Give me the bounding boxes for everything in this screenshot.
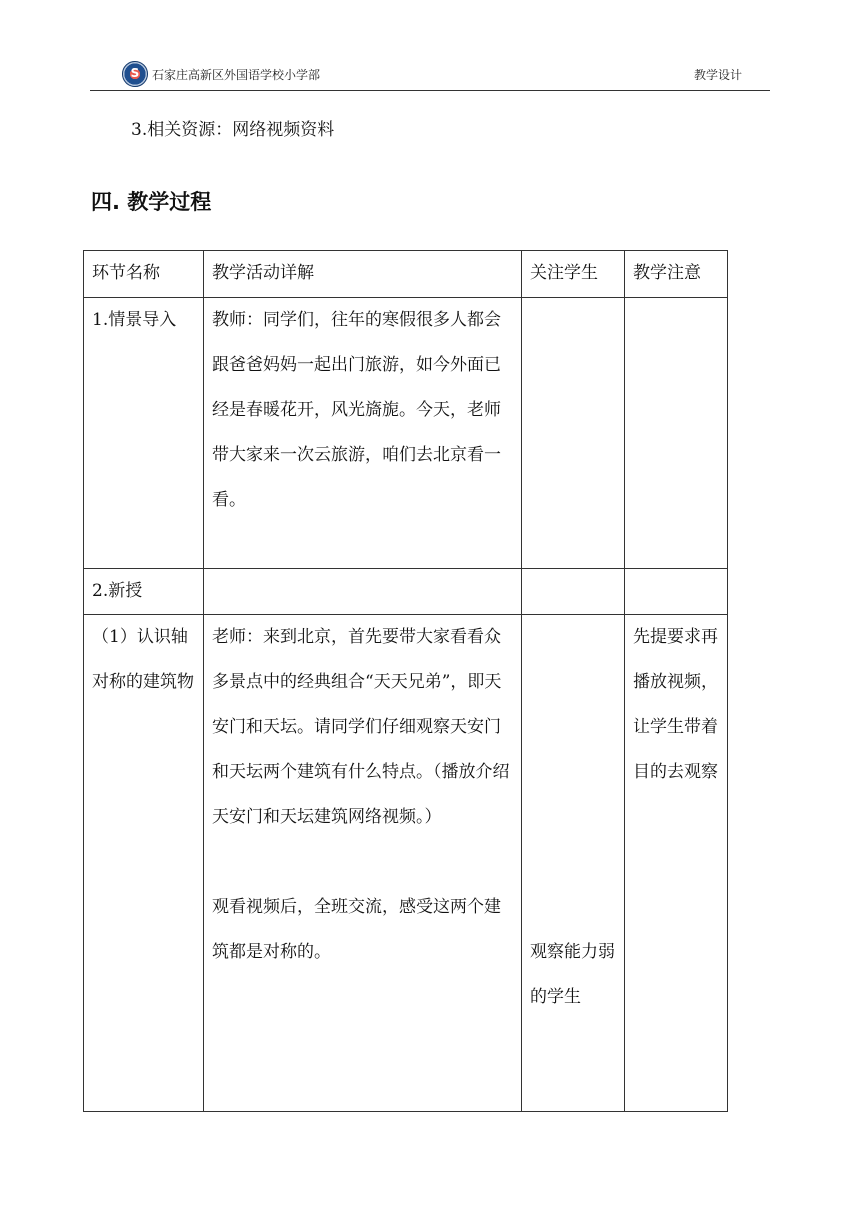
row-stage: （1）认识轴对称的建筑物 [84, 615, 204, 1112]
teaching-process-table [83, 250, 728, 1112]
table-header-row [84, 251, 728, 298]
table-row [84, 569, 728, 615]
row-activity: 教师：同学们，往年的寒假很多人都会跟爸爸妈妈一起出门旅游，如今外面已经是春暖花开，风光旖旎。今天，老师带大家来一次云旅游，咱们去北京看一看。 [204, 298, 522, 569]
row-note: 先提要求再播放视频，让学生带着目的去观察 [625, 615, 728, 1112]
header-stage: 环节名称 [84, 251, 204, 298]
row-focus [522, 569, 625, 615]
header-focus: 关注学生 [522, 251, 625, 298]
header-note: 教学注意 [625, 251, 728, 298]
school-name: 石家庄高新区外国语学校小学部 [152, 68, 321, 82]
activity-paragraph: 老师：来到北京，首先要带大家看看众多景点中的经典组合“天天兄弟”，即天安门和天坛。请同学们仔细观察天安门和天坛两个建筑有什么特点。（播放介绍天安门和天坛建筑网络视频。） [212, 627, 510, 827]
page-header [90, 58, 770, 91]
header-activity: 教学活动详解 [204, 251, 522, 298]
row-stage: 1.情景导入 [84, 298, 204, 569]
row-activity [204, 615, 522, 1112]
row-note [625, 569, 728, 615]
row-focus [522, 298, 625, 569]
table-row [84, 298, 728, 569]
section-title: 四. 教学过程 [91, 190, 212, 214]
row-note [625, 298, 728, 569]
row-stage: 2.新授 [84, 569, 204, 615]
table-row [84, 615, 728, 1112]
row-activity [204, 569, 522, 615]
paragraph-gap [212, 840, 513, 885]
school-logo-icon: S [122, 61, 148, 87]
focus-text: 观察能力弱的学生 [530, 942, 615, 1007]
document-type: 教学设计 [693, 68, 742, 82]
activity-paragraph: 观看视频后，全班交流，感受这两个建筑都是对称的。 [212, 897, 501, 962]
resource-line: 3.相关资源：网络视频资料 [131, 120, 335, 140]
focus-gap [530, 615, 616, 930]
row-focus [522, 615, 625, 1112]
